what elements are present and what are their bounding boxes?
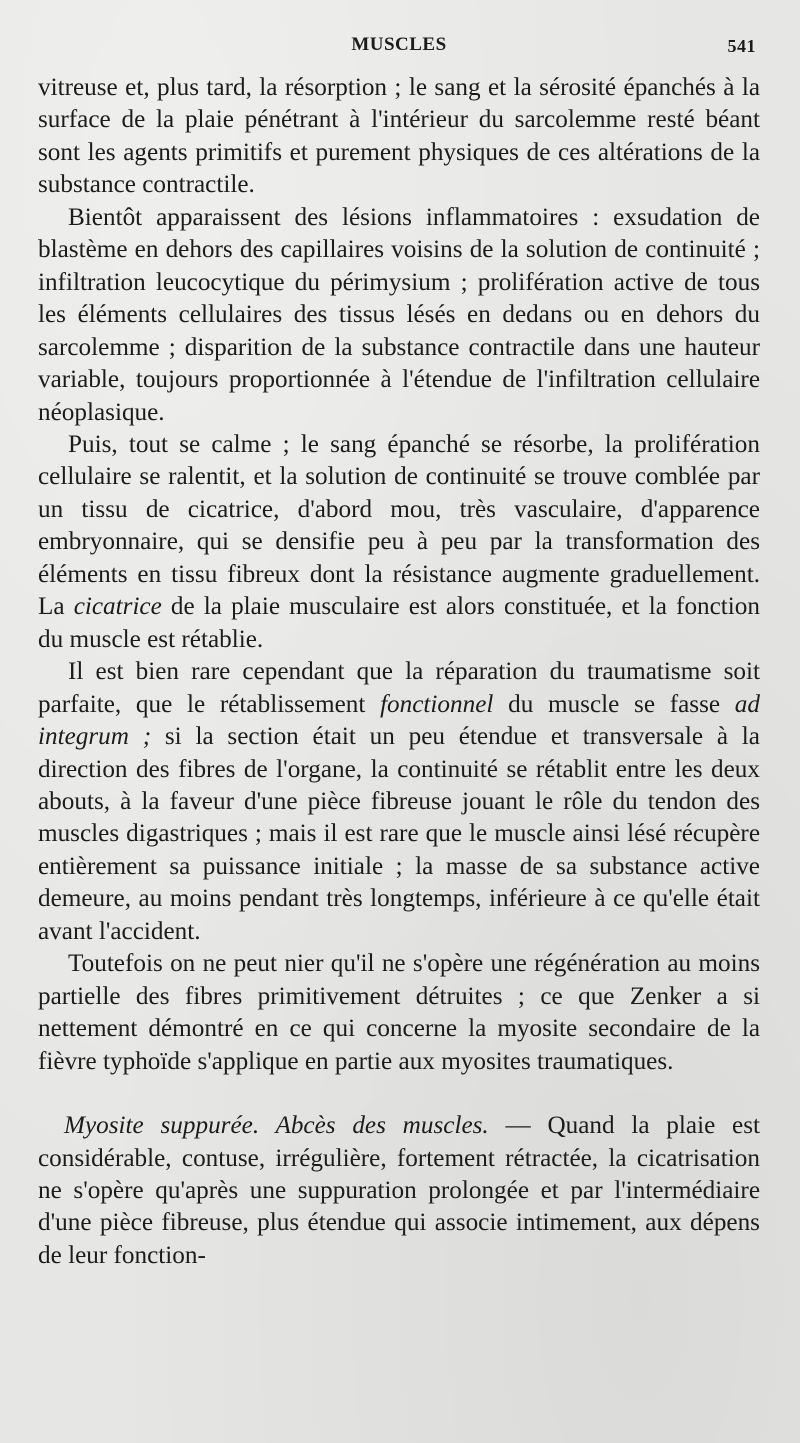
paragraph-reparation — [38, 656, 760, 948]
paragraph-cicatrice — [38, 429, 760, 656]
paragraph-text: Il est bien rare cependant que la réparation du traumatisme soit parfaite, que le rétablissement — [38, 658, 760, 718]
paragraph-text: du muscle se fasse — [493, 690, 735, 718]
body-text — [38, 72, 760, 1272]
section-myosite-suppuree — [38, 1110, 760, 1272]
paragraph-text: si la section était un peu étendue et transversale à la direction des fibres de l'organe, la continuité se rétablit entre les deux abouts, à la faveur d'une pièce fibreuse jouant le rôle du tendon des muscles digastriques ; mais il est rare que le muscle ainsi lésé récupère entièrement sa puissance initiale ; la masse de sa substance active demeure, au moins pendant très longtemps, inférieure à ce qu'elle était avant l'accident. — [38, 723, 760, 945]
paragraph-regeneration: Toutefois on ne peut nier qu'il ne s'opère une régénération au moins partielle des fibres primitivement détruites ; ce que Zenker a si nettement démontré en ce qui concerne la myosite secondaire de la fièvre typhoïde s'applique en partie aux myosites traumatiques. — [38, 950, 760, 1075]
paragraph-lesions: Bientôt apparaissent des lésions inflammatoires : exsudation de blastème en dehors des capillaires voisins de la solution de continuité ; infiltration leucocytique du périmysium ; prolifération active de tous les éléments cellulaires des tissus lésés en dedans ou en dehors du sarcolemme ; disparition de la substance contractile dans une hauteur variable, toujours proportionnée à l'étendue de l'infiltration cellulaire néoplasique. — [38, 203, 760, 426]
italic-term: fonctionnel — [380, 690, 494, 718]
paragraph-text: — Quand la plaie est considérable, contuse, irrégulière, fortement rétractée, la cicatrisation ne s'opère qu'après une suppuration prolongée et par l'intermédiaire d'une pièce fibreuse, plus étendue qui associe intimement, aux dépens de leur fonction- — [38, 1112, 760, 1269]
running-head: MUSCLES — [351, 34, 447, 55]
italic-term: ad integrum ; — [38, 690, 760, 751]
paragraph-text: Puis, tout se calme ; le sang épanché se résorbe, la prolifération cellulaire se ralentit, et la solution de continuité se trouve comblée par un tissu de cicatrice, d'abord mou, très vasculaire, d'apparence embryonnaire, qui se densifie peu à peu par la transformation des éléments en tissu fibreux dont la résistance augmente graduellement. La — [38, 430, 760, 621]
section-heading: Myosite suppurée. Abcès des muscles. — [64, 1112, 489, 1140]
page-header — [38, 30, 760, 62]
italic-term: cicatrice — [73, 593, 162, 621]
paragraph-continuation: vitreuse et, plus tard, la résorption ; le sang et la sérosité épanchés à la surface de la plaie pénétrant à l'intérieur du sarcolemme resté béant sont les agents primitifs et purement physiques de ces altérations de la substance contractile. — [38, 74, 760, 199]
page-number: 541 — [727, 36, 756, 56]
paragraph-text: de la plaie musculaire est alors constituée, et la fonction du muscle est rétablie. — [38, 593, 760, 653]
